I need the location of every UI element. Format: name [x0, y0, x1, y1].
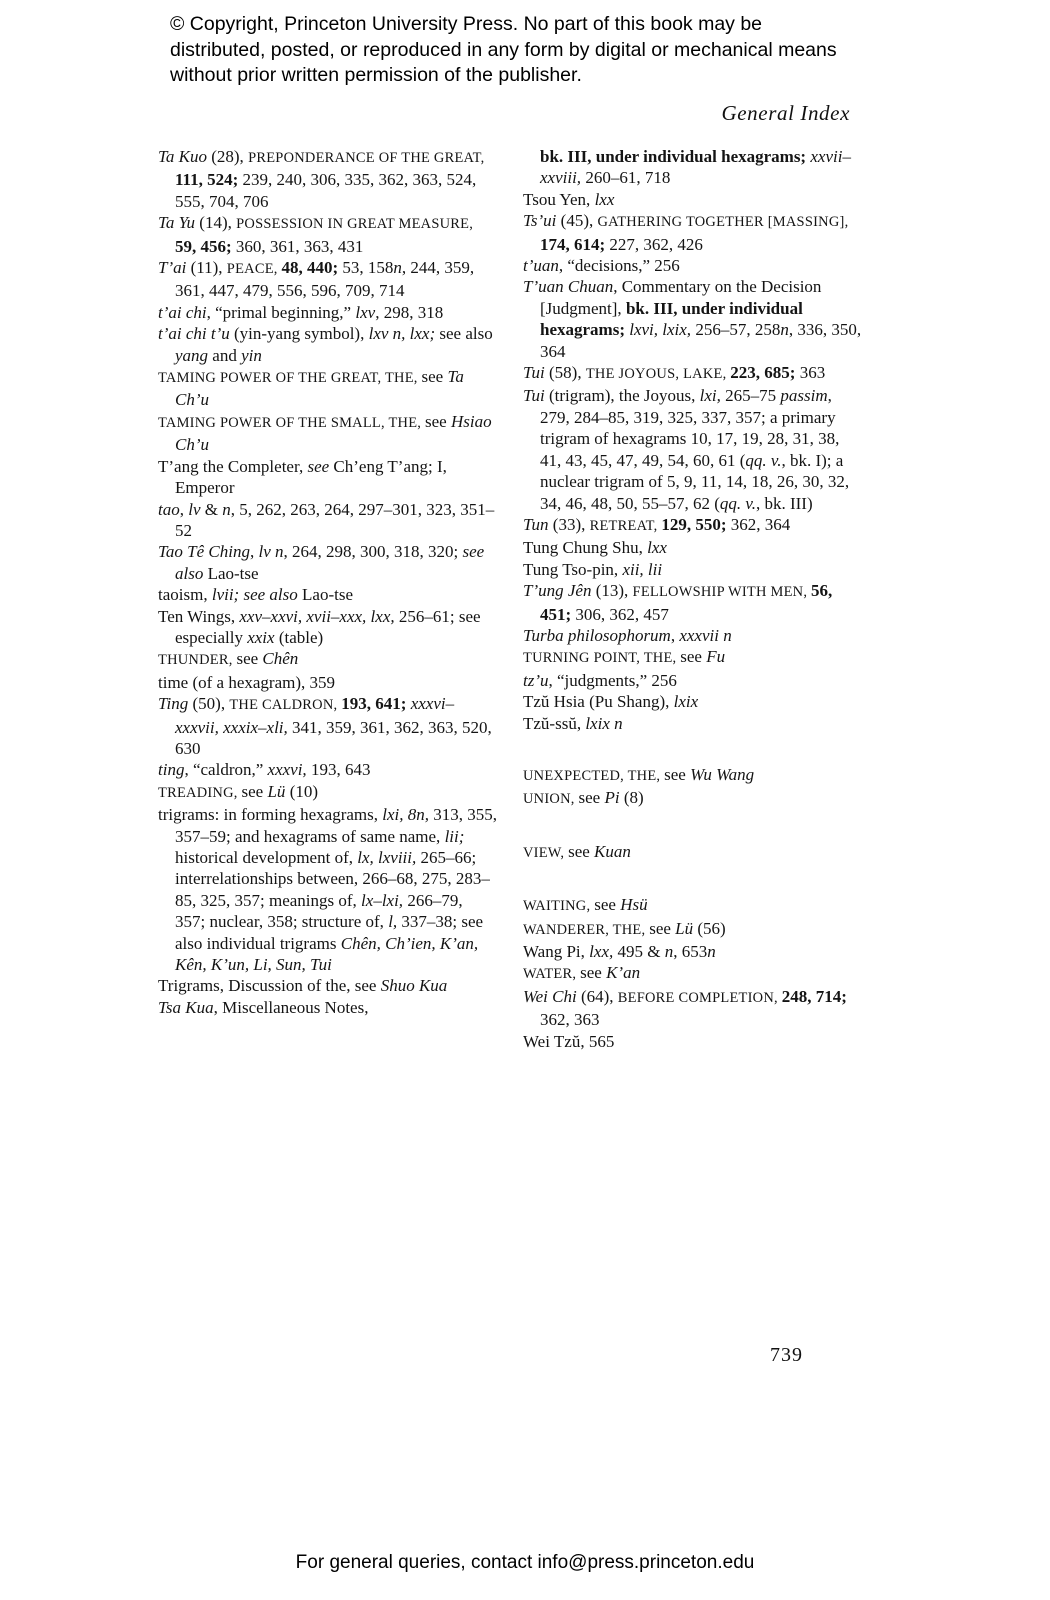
- text-run: Lü: [267, 781, 286, 801]
- text-run: see: [236, 649, 263, 669]
- index-entry: [158, 648, 497, 671]
- text-run: qq. v.: [719, 493, 756, 513]
- text-run: &: [200, 499, 223, 519]
- text-run: Chên: [262, 649, 299, 669]
- text-run: , 336, 350, 364: [540, 320, 862, 361]
- text-run: Ting: [158, 694, 189, 714]
- text-run: (45),: [556, 211, 598, 231]
- text-run: PREPONDERANCE OF THE GREAT,: [248, 150, 485, 166]
- text-run: BEFORE COMPLETION,: [617, 989, 782, 1006]
- text-run: Ta Ch’u: [175, 367, 464, 410]
- text-run: WAITING,: [523, 898, 595, 915]
- text-run: xii, lii: [622, 559, 663, 579]
- text-run: 193, 643: [306, 760, 371, 780]
- index-entry: [523, 255, 862, 276]
- text-run: , 244, 359, 361, 447, 479, 556, 596, 709, 714: [175, 258, 475, 301]
- text-run: Tao Tê Ching: [158, 542, 250, 562]
- text-run: qq. v.: [745, 450, 782, 470]
- text-run: t’ai chi t’u: [158, 324, 230, 344]
- page-title: General Index: [721, 101, 850, 125]
- index-entry: [523, 691, 862, 712]
- text-run: (56): [693, 918, 726, 938]
- copyright-notice: © Copyright, Princeton University Press. No part of this book may be distributed, posted, or reproduced in any form by digital or mechanical means without prior written permission of the publisher.: [170, 13, 837, 87]
- index-entry: [158, 411, 497, 456]
- text-run: , “decisions,” 256: [558, 256, 680, 276]
- text-run: (14),: [195, 213, 237, 233]
- text-run: xxxvii n: [679, 625, 732, 645]
- page-number: 739: [770, 1344, 803, 1366]
- text-run: xxxvi–xxxvii, xxxix–xli,: [175, 694, 455, 737]
- index-entry: [523, 385, 862, 513]
- text-run: VIEW,: [523, 844, 569, 861]
- text-run: lxix n: [585, 713, 623, 733]
- text-run: see also: [175, 542, 485, 583]
- text-run: tz’u: [523, 670, 549, 690]
- text-run: 362, 363: [540, 1010, 600, 1030]
- text-run: Lü: [675, 918, 694, 938]
- text-run: l,: [388, 912, 398, 932]
- text-run: 265–75: [720, 386, 781, 406]
- text-run: WATER,: [523, 966, 581, 983]
- text-run: 129, 550;: [661, 514, 727, 534]
- text-run: see: [578, 788, 605, 808]
- text-run: see also: [439, 324, 493, 344]
- index-entry: [523, 713, 862, 734]
- index-entry: [158, 781, 497, 804]
- text-run: , 5, 262, 263, 264, 297–301, 323, 351–52: [175, 499, 495, 540]
- text-run: Wang Pi,: [523, 942, 590, 961]
- text-run: and: [208, 345, 242, 365]
- text-run: n: [393, 258, 402, 278]
- text-run: see: [649, 918, 676, 938]
- text-run: Tung Tso-pin,: [523, 559, 623, 579]
- index-entry: [523, 1031, 862, 1052]
- text-run: yang: [175, 345, 209, 365]
- text-run: see: [594, 895, 621, 915]
- text-run: Turba philosophorum: [523, 625, 671, 645]
- text-run: TAMING POWER OF THE SMALL, THE,: [158, 414, 425, 431]
- text-run: lx, lxviii,: [357, 848, 417, 867]
- text-run: yin: [241, 345, 262, 365]
- text-run: THUNDER,: [158, 652, 237, 669]
- index-entry: [158, 302, 497, 323]
- text-run: lxi,: [699, 386, 721, 406]
- text-run: xxix: [247, 627, 275, 647]
- index-entry: [523, 146, 862, 189]
- index-entry: [523, 537, 862, 558]
- text-run: lxv n, lxx;: [368, 324, 440, 344]
- text-run: THE CALDRON,: [229, 697, 342, 714]
- text-run: 495 &: [613, 942, 665, 961]
- text-run: (11),: [186, 258, 227, 278]
- text-run: see: [421, 367, 448, 387]
- text-run: 362, 364: [726, 514, 791, 534]
- index-entry: [523, 894, 862, 917]
- text-run: lx–lxi,: [361, 890, 404, 910]
- text-run: T’uan Chuan: [523, 277, 614, 297]
- text-run: see: [568, 841, 595, 861]
- text-run: 223, 685;: [730, 363, 796, 383]
- text-run: bk. III, under individual hexagrams;: [540, 147, 811, 166]
- index-entry: [158, 606, 497, 649]
- text-run: 48, 440;: [281, 258, 339, 278]
- text-run: TURNING POINT, THE,: [523, 650, 681, 667]
- text-run: Ten Wings,: [158, 606, 240, 626]
- index-entry: [523, 986, 862, 1031]
- index-column-left: [158, 146, 497, 1052]
- text-run: n: [780, 320, 789, 340]
- text-run: T’ung Jên: [523, 581, 592, 601]
- text-run: (10): [285, 781, 319, 801]
- footer-contact: For general queries, contact info@press.princeton.edu: [295, 1552, 755, 1573]
- index-entry: [523, 559, 862, 580]
- text-run: (64),: [576, 986, 618, 1006]
- index-entry: [158, 997, 497, 1018]
- text-run: (50),: [188, 694, 230, 714]
- text-run: 363: [795, 363, 826, 383]
- text-run: 248, 714;: [781, 986, 847, 1006]
- text-run: see: [425, 411, 451, 431]
- text-run: 265–66; interrelationships between, 266–68, 275, 283–85, 325, 357; meanings of,: [175, 848, 490, 910]
- text-run: see: [307, 456, 330, 476]
- text-run: ,: [670, 625, 680, 645]
- text-run: 239, 240, 306, 335, 362, 363, 524, 555, 704, 706: [175, 170, 477, 211]
- index-entry: [523, 670, 862, 691]
- index-entry: [158, 212, 497, 257]
- text-run: 360, 361, 363, 431: [231, 236, 364, 256]
- index-entry: [158, 257, 497, 302]
- text-run: 56, 451;: [540, 581, 833, 624]
- text-run: (trigram), the Joyous,: [544, 386, 700, 406]
- text-run: 266–79, 357; nuclear, 358; structure of,: [175, 890, 463, 932]
- text-run: Shuo Kua: [380, 976, 448, 996]
- index-entry: [523, 918, 862, 941]
- text-run: Kuan: [594, 841, 631, 861]
- text-run: WANDERER, THE,: [523, 921, 650, 938]
- text-run: , 279, 284–85, 319, 325, 337, 357; a primary trigram of hexagrams 10, 17, 19, 28, 31, 38, 41, 43, 45, 47, 49, 54, 60, 61 (: [540, 386, 840, 470]
- text-run: ,: [249, 542, 259, 562]
- text-run: lxv: [355, 302, 376, 322]
- text-run: lvii; see also: [211, 585, 298, 605]
- text-run: , “primal beginning,”: [206, 302, 356, 322]
- text-run: Ch’eng T’ang; I, Emperor: [175, 456, 447, 498]
- text-run: 256–57, 258: [691, 320, 781, 340]
- text-run: POSSESSION IN GREAT MEASURE,: [236, 216, 474, 233]
- text-run: 313, 355, 357–59; and hexagrams of same name,: [175, 805, 498, 846]
- index-entry: [523, 787, 862, 810]
- text-run: 59, 456;: [175, 236, 232, 256]
- text-run: (33),: [548, 514, 590, 534]
- index-entry: [158, 323, 497, 366]
- text-run: Chên, Ch’ien, K’an, Kên, K’un, Li, Sun, Tui: [175, 933, 479, 975]
- index-entry: [158, 672, 497, 693]
- text-run: historical development of,: [175, 848, 358, 867]
- text-run: UNEXPECTED, THE,: [523, 767, 665, 784]
- text-run: lv: [188, 499, 201, 519]
- text-run: Wei Chi: [523, 986, 577, 1006]
- text-run: 337–38; see also individual trigrams: [175, 912, 484, 953]
- index-entry: [158, 366, 497, 411]
- text-run: lxx,: [589, 942, 614, 961]
- index-entry: [523, 276, 862, 362]
- text-run: lxx: [647, 538, 667, 558]
- text-run: n: [222, 499, 231, 519]
- text-run: Lao-tse: [203, 563, 259, 583]
- text-run: Wei Tzŭ, 565: [523, 1031, 615, 1051]
- text-run: Tui: [523, 363, 545, 383]
- text-run: 341, 359, 361, 362, 363, 520, 630: [175, 717, 492, 758]
- index-entry: [523, 764, 862, 787]
- text-run: Fu: [706, 647, 726, 667]
- text-run: (28),: [206, 147, 249, 166]
- text-run: 174, 614;: [540, 234, 606, 254]
- text-run: 256–61; see especially: [175, 606, 481, 647]
- text-run: Ta Kuo: [158, 147, 207, 166]
- text-run: Ta Yu: [158, 213, 196, 233]
- text-run: GATHERING TOGETHER [MASSING],: [597, 214, 849, 231]
- index-entry: [523, 962, 862, 985]
- index-entry: [158, 693, 497, 759]
- index-entry: [158, 456, 497, 499]
- index-entry: [523, 625, 862, 646]
- text-run: RETREAT,: [589, 517, 662, 534]
- text-run: lxx: [594, 189, 615, 209]
- text-run: time (of a hexagram), 359: [158, 672, 336, 692]
- text-run: (58),: [544, 363, 586, 383]
- text-run: t’ai chi: [158, 302, 207, 322]
- text-run: xxxvi,: [267, 760, 307, 780]
- text-run: FELLOWSHIP WITH MEN,: [632, 584, 812, 601]
- text-run: lii;: [444, 826, 465, 846]
- text-run: bk. III, under individual hexagrams;: [540, 298, 803, 340]
- text-run: UNION,: [523, 791, 579, 808]
- text-run: , “judgments,” 256: [548, 670, 677, 690]
- text-run: n: [664, 942, 674, 961]
- text-run: 306, 362, 457: [571, 604, 669, 624]
- text-run: Tsa Kua: [158, 997, 214, 1017]
- text-run: taoism,: [158, 585, 212, 605]
- index-columns: [158, 146, 862, 1052]
- text-run: , “caldron,”: [184, 760, 268, 780]
- text-run: TREADING,: [158, 784, 242, 801]
- text-run: , Miscellaneous Notes,: [213, 997, 369, 1017]
- text-run: , bk. I); a nuclear trigram of 5, 9, 11, 14, 18, 26, 30, 32, 34, 46, 48, 50, 55–57, 62 (: [540, 450, 850, 513]
- text-run: Tui: [523, 386, 545, 406]
- text-run: see: [664, 764, 691, 784]
- index-entry: [523, 189, 862, 210]
- text-run: TAMING POWER OF THE GREAT, THE,: [158, 370, 422, 387]
- text-run: K’an: [606, 963, 641, 983]
- text-run: Tzŭ Hsia (Pu Shang),: [523, 692, 674, 712]
- text-run: see: [680, 647, 707, 667]
- index-entry: [523, 514, 862, 537]
- text-run: , 298, 318: [375, 302, 444, 322]
- index-entry: [158, 499, 497, 542]
- text-run: Wu Wang: [690, 764, 755, 784]
- text-run: PEACE,: [226, 261, 282, 278]
- text-run: (8): [619, 788, 644, 808]
- index-entry: [158, 804, 497, 975]
- text-run: lxix: [673, 692, 699, 712]
- text-run: tao: [158, 499, 180, 519]
- text-run: , bk. III): [755, 493, 813, 513]
- text-run: 193, 641;: [341, 694, 411, 714]
- text-run: 53, 158: [338, 258, 394, 278]
- text-run: xxvii–xxviii,: [540, 147, 851, 188]
- text-run: , Commentary on the Decision [Judgment],: [540, 277, 822, 318]
- text-run: THE JOYOUS, LAKE,: [585, 366, 731, 383]
- index-entry: [158, 584, 497, 605]
- text-run: (table): [274, 627, 324, 647]
- index-entry: [523, 646, 862, 669]
- text-run: n: [707, 942, 716, 961]
- text-run: lxvi, lxix,: [629, 320, 692, 340]
- text-run: Pi: [604, 788, 620, 808]
- index-entry: [523, 841, 862, 864]
- index-entry: [523, 362, 862, 385]
- index-entry: [158, 541, 497, 584]
- text-run: see: [241, 781, 268, 801]
- text-run: lv n: [258, 542, 284, 562]
- text-run: T’ai: [158, 258, 187, 278]
- index-entry: [158, 146, 497, 212]
- text-run: Tun: [523, 514, 549, 534]
- index-entry: [158, 975, 497, 996]
- text-run: , 264, 298, 300, 318, 320;: [283, 542, 463, 562]
- text-run: , 653: [673, 942, 708, 961]
- text-run: xxv–xxvi, xvii–xxx, lxx,: [239, 606, 395, 626]
- text-run: lxi, 8n,: [382, 805, 430, 825]
- text-run: t’uan: [523, 256, 559, 276]
- text-run: 227, 362, 426: [605, 234, 703, 254]
- text-run: Tung Chung Shu,: [523, 538, 648, 558]
- text-run: 111, 524;: [175, 170, 239, 190]
- index-entry: [158, 759, 497, 780]
- text-run: ,: [179, 499, 189, 519]
- index-entry: [523, 210, 862, 255]
- text-run: T’ang the Completer,: [158, 456, 308, 476]
- text-run: 260–61, 718: [581, 168, 671, 188]
- text-run: Lao-tse: [297, 585, 353, 605]
- text-run: passim: [780, 386, 828, 406]
- text-run: see: [580, 963, 607, 983]
- text-run: (13),: [591, 581, 633, 601]
- text-run: (yin-yang symbol),: [229, 324, 369, 344]
- text-run: Hsü: [620, 895, 648, 915]
- text-run: Tsou Yen,: [523, 189, 595, 209]
- index-entry: [523, 941, 862, 962]
- text-run: Trigrams, Discussion of the, see: [158, 976, 381, 996]
- text-run: Ts’ui: [523, 211, 557, 231]
- text-run: trigrams: in forming hexagrams,: [158, 805, 383, 825]
- text-run: ting: [158, 760, 185, 780]
- text-run: Hsiao Ch’u: [175, 411, 492, 455]
- index-entry: [523, 580, 862, 625]
- text-run: Tzŭ-ssŭ,: [523, 713, 586, 733]
- index-column-right: [523, 146, 862, 1052]
